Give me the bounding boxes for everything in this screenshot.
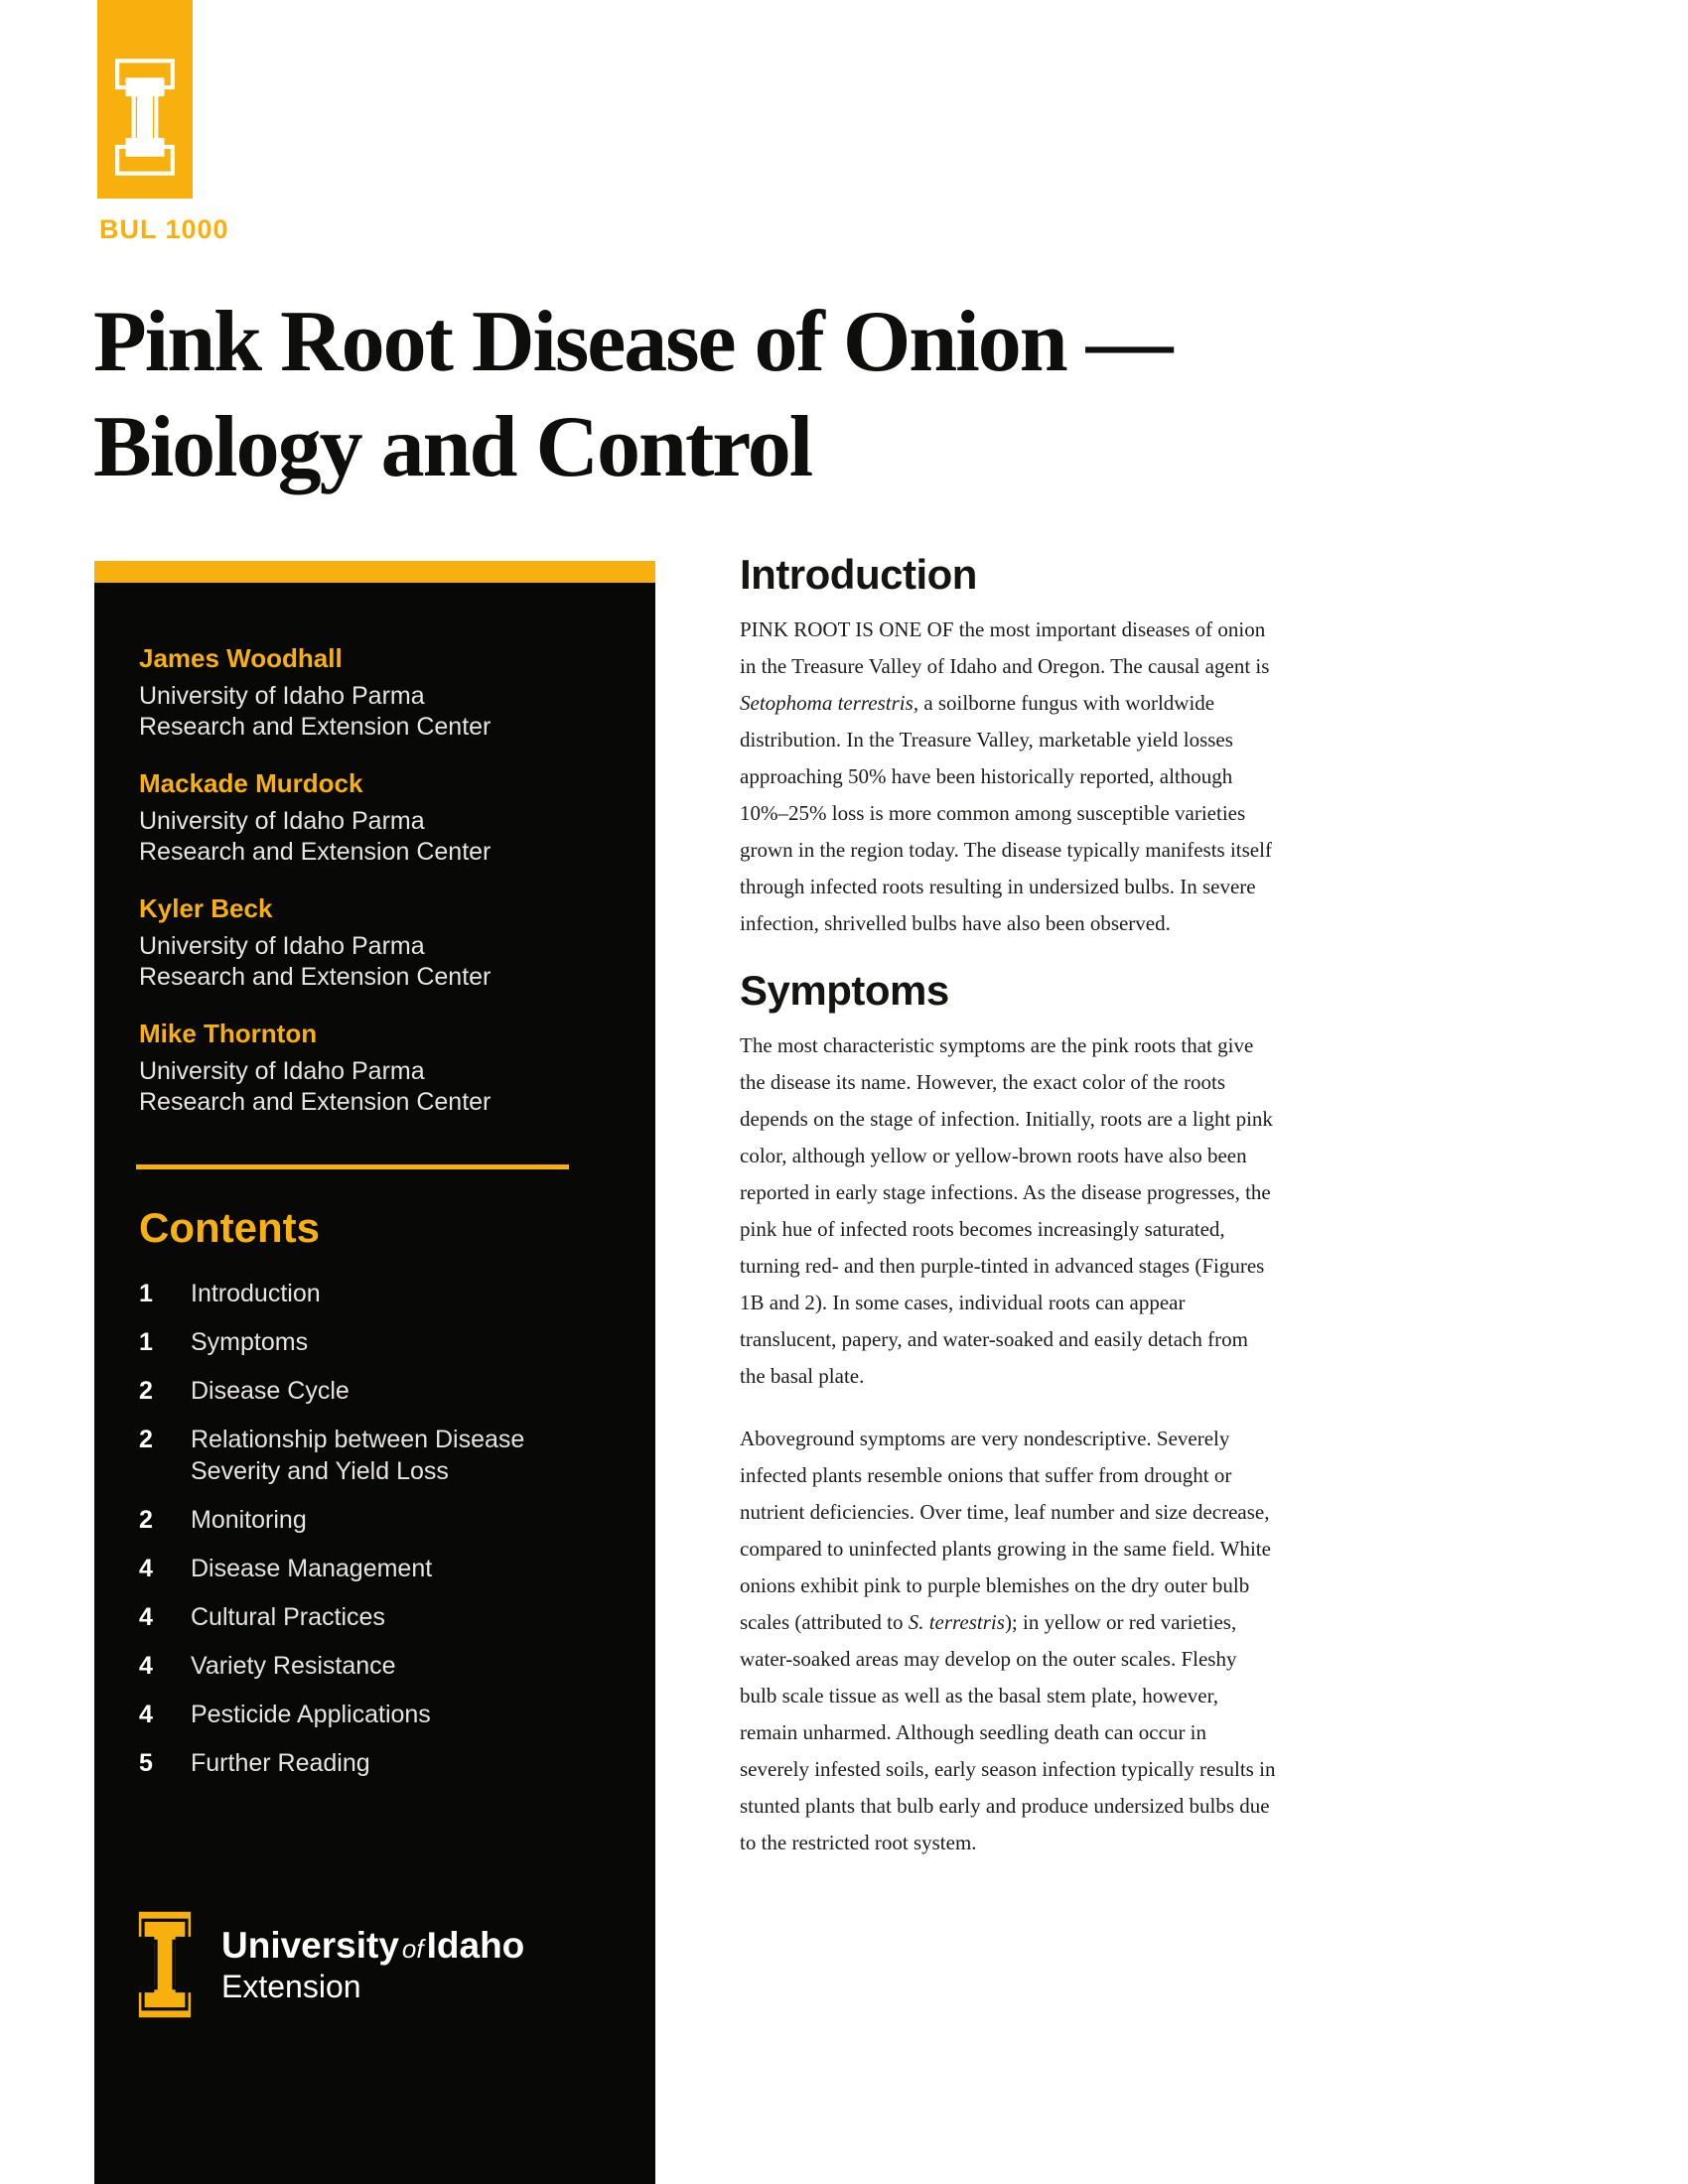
contents-page-number: 4 xyxy=(139,1701,153,1728)
main-column xyxy=(740,552,1276,1887)
uidaho-extension-i-icon xyxy=(134,1901,196,2028)
bulletin-number: BUL 1000 xyxy=(99,214,229,244)
contents-item-label: Relationship between Disease Severity and Yield Loss xyxy=(191,1426,525,1485)
section-heading-introduction: Introduction xyxy=(740,551,977,598)
sidebar-divider xyxy=(136,1164,569,1169)
author-list xyxy=(139,643,536,1144)
contents-item-label: Further Reading xyxy=(191,1749,370,1777)
author-block xyxy=(139,893,536,993)
wordmark-of: of xyxy=(401,1933,424,1964)
title-line-2: Biology and Control xyxy=(93,399,812,495)
sidebar xyxy=(94,561,655,2184)
author-block xyxy=(139,1019,536,1118)
sidebar-accent-bar xyxy=(94,561,655,583)
author-name: Mackade Murdock xyxy=(139,768,363,798)
contents-page-number: 5 xyxy=(139,1749,153,1777)
author-affiliation: University of Idaho Parma Research and Extension Center xyxy=(139,1057,492,1116)
author-affiliation: University of Idaho Parma Research and Extension Center xyxy=(139,682,492,741)
contents-list xyxy=(139,1278,576,1779)
author-block xyxy=(139,768,536,868)
pathogen-name-italic: S. terrestris xyxy=(908,1610,1005,1634)
contents-item-label: Pesticide Applications xyxy=(191,1701,431,1728)
contents-item-label: Disease Management xyxy=(191,1555,433,1582)
symptoms-paragraph-1: The most characteristic symptoms are the pink roots that give the disease its name. However, the exact color of the roots depends on the stage of infection. Initially, roots are a light pink color, although yellow or yellow-brown roots have also been reported in early stage infections. As the disease progresses, the pink hue of infected roots becomes increasingly saturated, turning red- and then purple-tinted in advanced stages (Figures 1B and 2). In some cases, individual roots can appear translucent, papery, and water-soaked and easily detach from the basal plate. xyxy=(740,1033,1273,1388)
uidaho-i-icon xyxy=(112,56,178,179)
contents-page-number: 4 xyxy=(139,1652,153,1680)
title-line-1: Pink Root Disease of Onion — xyxy=(93,294,1172,390)
author-name: Kyler Beck xyxy=(139,893,273,923)
contents-page-number: 2 xyxy=(139,1426,153,1453)
uidaho-extension-wordmark xyxy=(221,1926,524,2004)
contents-item-label: Monitoring xyxy=(191,1506,307,1534)
uidaho-extension-logo xyxy=(134,1901,524,2028)
page-title xyxy=(93,290,1503,500)
contents-item-label: Introduction xyxy=(191,1280,321,1307)
contents-page-number: 2 xyxy=(139,1506,153,1534)
contents-section xyxy=(139,1204,576,1779)
intro-text: PINK ROOT IS ONE OF the most important diseases of onion in the Treasure Valley of Idaho and Oregon. The causal agent is xyxy=(740,617,1270,678)
author-block xyxy=(139,643,536,743)
wordmark-line-1 xyxy=(221,1926,524,1969)
intro-text: , a soilborne fungus with worldwide distribution. In the Treasure Valley, marketable yield losses approaching 50% have been historically reported, although 10%–25% loss is more common among susceptible varieties grown in the region today. The disease typically manifests itself through infected roots resulting in undersized bulbs. In severe infection, shrivelled bulbs have also been observed. xyxy=(740,691,1272,935)
symptoms-text: ); in yellow or red varieties, water-soaked areas may develop on the outer scales. Fleshy bulb scale tissue as well as the basal stem plate, however, remain unharmed. Although seedling death can occur in severely infested soils, early season infection typically results in stunted plants that bulb early and produce undersized bulbs due to the restricted root system. xyxy=(740,1610,1276,1854)
symptoms-text: Aboveground symptoms are very nondescriptive. Severely infected plants resemble onions that suffer from drought or nutrient deficiencies. Over time, leaf number and size decrease, compared to uninfected plants growing in the same field. White onions exhibit pink to purple blemishes on the dry outer bulb scales (attributed to xyxy=(740,1427,1271,1634)
contents-page-number: 4 xyxy=(139,1603,153,1631)
contents-item-label: Symptoms xyxy=(191,1328,309,1356)
author-name: James Woodhall xyxy=(139,643,343,673)
contents-heading: Contents xyxy=(139,1204,320,1251)
contents-page-number: 2 xyxy=(139,1377,153,1405)
symptoms-paragraph-2 xyxy=(740,1421,1276,1861)
contents-page-number: 1 xyxy=(139,1280,153,1307)
intro-paragraph xyxy=(740,612,1276,942)
contents-page-number: 1 xyxy=(139,1328,153,1356)
author-affiliation: University of Idaho Parma Research and Extension Center xyxy=(139,807,492,866)
contents-item-label: Variety Resistance xyxy=(191,1652,396,1680)
author-affiliation: University of Idaho Parma Research and Extension Center xyxy=(139,932,492,991)
wordmark-university: University xyxy=(221,1924,399,1966)
contents-item-label: Disease Cycle xyxy=(191,1377,350,1405)
section-heading-symptoms: Symptoms xyxy=(740,967,949,1014)
pathogen-name-italic: Setophoma terrestris xyxy=(740,691,914,715)
author-name: Mike Thornton xyxy=(139,1019,318,1048)
wordmark-idaho: Idaho xyxy=(426,1924,525,1966)
wordmark-line-2: Extension xyxy=(221,1968,361,2004)
uidaho-logo-box xyxy=(97,0,193,199)
contents-item-label: Cultural Practices xyxy=(191,1603,385,1631)
contents-page-number: 4 xyxy=(139,1555,153,1582)
